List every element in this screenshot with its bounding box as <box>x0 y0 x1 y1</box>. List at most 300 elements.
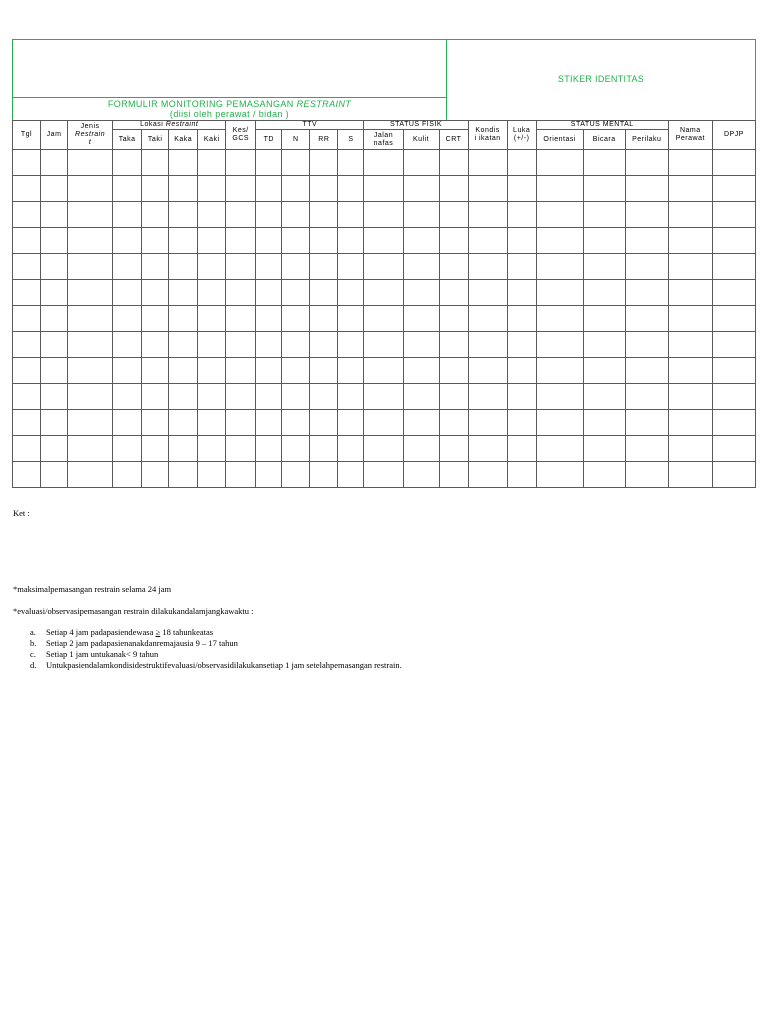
table-row <box>13 358 756 384</box>
table-cell[interactable] <box>282 176 310 202</box>
table-cell[interactable] <box>712 228 755 254</box>
table-cell[interactable] <box>338 384 364 410</box>
table-cell[interactable] <box>403 306 439 332</box>
table-cell[interactable] <box>712 462 755 488</box>
table-cell[interactable] <box>256 358 282 384</box>
table-cell[interactable] <box>198 306 226 332</box>
table-cell[interactable] <box>142 254 169 280</box>
table-cell[interactable] <box>583 436 625 462</box>
table-cell[interactable] <box>142 202 169 228</box>
table-cell[interactable] <box>226 358 256 384</box>
table-cell[interactable] <box>198 228 226 254</box>
table-cell[interactable] <box>625 384 668 410</box>
table-cell[interactable] <box>712 384 755 410</box>
table-cell[interactable] <box>256 150 282 176</box>
table-cell[interactable] <box>310 462 338 488</box>
table-cell[interactable] <box>226 306 256 332</box>
table-cell[interactable] <box>625 254 668 280</box>
table-cell[interactable] <box>282 254 310 280</box>
table-cell[interactable] <box>169 176 198 202</box>
table-cell[interactable] <box>364 280 403 306</box>
table-cell[interactable] <box>625 280 668 306</box>
table-cell[interactable] <box>403 202 439 228</box>
table-cell[interactable] <box>403 384 439 410</box>
table-cell[interactable] <box>13 254 41 280</box>
table-cell[interactable] <box>468 462 507 488</box>
table-cell[interactable] <box>712 358 755 384</box>
table-cell[interactable] <box>403 228 439 254</box>
table-cell[interactable] <box>68 280 113 306</box>
table-cell[interactable] <box>536 384 583 410</box>
table-cell[interactable] <box>439 410 468 436</box>
table-cell[interactable] <box>583 280 625 306</box>
table-cell[interactable] <box>169 332 198 358</box>
table-cell[interactable] <box>169 306 198 332</box>
table-cell[interactable] <box>113 462 142 488</box>
table-cell[interactable] <box>625 436 668 462</box>
table-cell[interactable] <box>364 410 403 436</box>
table-cell[interactable] <box>282 306 310 332</box>
table-cell[interactable] <box>41 384 68 410</box>
table-cell[interactable] <box>256 410 282 436</box>
col-kaka: Kaka <box>169 130 198 150</box>
table-cell[interactable] <box>536 176 583 202</box>
table-cell[interactable] <box>41 462 68 488</box>
table-cell[interactable] <box>198 436 226 462</box>
table-cell[interactable] <box>583 306 625 332</box>
table-cell[interactable] <box>256 176 282 202</box>
table-cell[interactable] <box>364 358 403 384</box>
table-cell[interactable] <box>13 384 41 410</box>
table-cell[interactable] <box>403 462 439 488</box>
table-cell[interactable] <box>226 202 256 228</box>
table-cell[interactable] <box>536 202 583 228</box>
table-cell[interactable] <box>338 176 364 202</box>
table-cell[interactable] <box>536 150 583 176</box>
table-cell[interactable] <box>439 332 468 358</box>
table-cell[interactable] <box>256 228 282 254</box>
table-cell[interactable] <box>507 254 536 280</box>
table-cell[interactable] <box>364 228 403 254</box>
table-cell[interactable] <box>113 358 142 384</box>
table-cell[interactable] <box>13 176 41 202</box>
table-cell[interactable] <box>226 254 256 280</box>
table-cell[interactable] <box>583 150 625 176</box>
table-cell[interactable] <box>13 202 41 228</box>
table-cell[interactable] <box>198 202 226 228</box>
table-cell[interactable] <box>439 436 468 462</box>
table-cell[interactable] <box>583 228 625 254</box>
table-cell[interactable] <box>13 306 41 332</box>
table-cell[interactable] <box>536 332 583 358</box>
table-cell[interactable] <box>310 384 338 410</box>
table-cell[interactable] <box>338 254 364 280</box>
table-cell[interactable] <box>468 384 507 410</box>
table-cell[interactable] <box>338 306 364 332</box>
table-cell[interactable] <box>113 436 142 462</box>
table-cell[interactable] <box>142 358 169 384</box>
table-cell[interactable] <box>256 462 282 488</box>
table-cell[interactable] <box>310 150 338 176</box>
table-cell[interactable] <box>668 462 712 488</box>
table-cell[interactable] <box>310 436 338 462</box>
table-cell[interactable] <box>310 202 338 228</box>
table-cell[interactable] <box>68 358 113 384</box>
table-cell[interactable] <box>226 384 256 410</box>
table-cell[interactable] <box>468 202 507 228</box>
table-cell[interactable] <box>536 462 583 488</box>
table-cell[interactable] <box>282 332 310 358</box>
table-cell[interactable] <box>668 202 712 228</box>
table-cell[interactable] <box>198 462 226 488</box>
table-cell[interactable] <box>198 384 226 410</box>
table-cell[interactable] <box>403 254 439 280</box>
table-cell[interactable] <box>41 150 68 176</box>
table-cell[interactable] <box>668 332 712 358</box>
table-cell[interactable] <box>68 462 113 488</box>
table-cell[interactable] <box>310 228 338 254</box>
table-cell[interactable] <box>364 384 403 410</box>
table-cell[interactable] <box>310 332 338 358</box>
table-cell[interactable] <box>507 384 536 410</box>
table-cell[interactable] <box>198 410 226 436</box>
table-cell[interactable] <box>113 306 142 332</box>
table-cell[interactable] <box>468 436 507 462</box>
table-cell[interactable] <box>142 150 169 176</box>
table-cell[interactable] <box>13 228 41 254</box>
table-cell[interactable] <box>625 306 668 332</box>
table-cell[interactable] <box>68 202 113 228</box>
table-cell[interactable] <box>364 176 403 202</box>
table-cell[interactable] <box>226 462 256 488</box>
table-cell[interactable] <box>142 176 169 202</box>
table-cell[interactable] <box>536 254 583 280</box>
table-cell[interactable] <box>507 306 536 332</box>
notes-ket-label: Ket : <box>13 508 30 518</box>
table-cell[interactable] <box>113 202 142 228</box>
table-cell[interactable] <box>625 410 668 436</box>
table-cell[interactable] <box>583 332 625 358</box>
monitoring-table <box>12 120 756 488</box>
table-cell[interactable] <box>68 150 113 176</box>
table-cell[interactable] <box>113 384 142 410</box>
table-cell[interactable] <box>68 306 113 332</box>
table-cell[interactable] <box>625 202 668 228</box>
table-cell[interactable] <box>712 280 755 306</box>
table-cell[interactable] <box>113 410 142 436</box>
table-cell[interactable] <box>712 410 755 436</box>
table-cell[interactable] <box>712 150 755 176</box>
table-cell[interactable] <box>256 254 282 280</box>
table-cell[interactable] <box>439 358 468 384</box>
table-cell[interactable] <box>142 306 169 332</box>
table-cell[interactable] <box>507 280 536 306</box>
table-cell[interactable] <box>13 410 41 436</box>
table-cell[interactable] <box>583 410 625 436</box>
table-cell[interactable] <box>668 254 712 280</box>
col-dpjp: DPJP <box>712 121 755 150</box>
table-cell[interactable] <box>507 358 536 384</box>
table-cell[interactable] <box>113 280 142 306</box>
table-cell[interactable] <box>439 384 468 410</box>
table-cell[interactable] <box>169 358 198 384</box>
table-cell[interactable] <box>226 332 256 358</box>
table-cell[interactable] <box>536 306 583 332</box>
table-cell[interactable] <box>668 410 712 436</box>
table-cell[interactable] <box>668 150 712 176</box>
table-cell[interactable] <box>468 358 507 384</box>
evaluation-list <box>13 627 402 671</box>
table-cell[interactable] <box>310 358 338 384</box>
table-cell[interactable] <box>364 462 403 488</box>
table-cell[interactable] <box>507 410 536 436</box>
table-cell[interactable] <box>198 358 226 384</box>
table-cell[interactable] <box>282 358 310 384</box>
table-cell[interactable] <box>13 358 41 384</box>
table-cell[interactable] <box>256 280 282 306</box>
table-cell[interactable] <box>364 150 403 176</box>
table-cell[interactable] <box>468 306 507 332</box>
table-cell[interactable] <box>198 254 226 280</box>
table-cell[interactable] <box>282 202 310 228</box>
table-cell[interactable] <box>439 462 468 488</box>
table-cell[interactable] <box>13 150 41 176</box>
table-cell[interactable] <box>142 436 169 462</box>
table-cell[interactable] <box>256 306 282 332</box>
table-cell[interactable] <box>668 228 712 254</box>
table-cell[interactable] <box>668 384 712 410</box>
table-cell[interactable] <box>282 228 310 254</box>
table-cell[interactable] <box>468 280 507 306</box>
table-cell[interactable] <box>226 176 256 202</box>
table-cell[interactable] <box>338 202 364 228</box>
table-cell[interactable] <box>68 410 113 436</box>
table-cell[interactable] <box>310 306 338 332</box>
table-cell[interactable] <box>583 176 625 202</box>
table-cell[interactable] <box>169 462 198 488</box>
col-crt: CRT <box>439 130 468 150</box>
table-cell[interactable] <box>583 202 625 228</box>
table-cell[interactable] <box>364 436 403 462</box>
table-cell[interactable] <box>198 176 226 202</box>
table-cell[interactable] <box>338 332 364 358</box>
table-cell[interactable] <box>583 462 625 488</box>
table-cell[interactable] <box>68 254 113 280</box>
table-cell[interactable] <box>282 280 310 306</box>
table-cell[interactable] <box>468 410 507 436</box>
table-cell[interactable] <box>226 280 256 306</box>
table-cell[interactable] <box>338 462 364 488</box>
table-cell[interactable] <box>41 280 68 306</box>
table-cell[interactable] <box>113 254 142 280</box>
table-cell[interactable] <box>282 410 310 436</box>
table-cell[interactable] <box>364 306 403 332</box>
table-cell[interactable] <box>13 436 41 462</box>
table-cell[interactable] <box>712 332 755 358</box>
table-cell[interactable] <box>507 332 536 358</box>
table-cell[interactable] <box>169 410 198 436</box>
table-cell[interactable] <box>41 332 68 358</box>
form-title-text: FORMULIR MONITORING PEMASANGAN RESTRAINT <box>107 99 352 109</box>
table-cell[interactable] <box>169 280 198 306</box>
table-cell[interactable] <box>13 332 41 358</box>
table-cell[interactable] <box>583 254 625 280</box>
col-group-status-mental: STATUS MENTAL <box>536 121 668 130</box>
table-cell[interactable] <box>256 202 282 228</box>
table-cell[interactable] <box>536 358 583 384</box>
table-cell[interactable] <box>536 280 583 306</box>
table-cell[interactable] <box>41 306 68 332</box>
table-row <box>13 306 756 332</box>
table-cell[interactable] <box>668 436 712 462</box>
table-cell[interactable] <box>169 150 198 176</box>
table-cell[interactable] <box>625 358 668 384</box>
table-cell[interactable] <box>536 228 583 254</box>
table-cell[interactable] <box>338 358 364 384</box>
table-cell[interactable] <box>507 202 536 228</box>
table-cell[interactable] <box>536 436 583 462</box>
table-cell[interactable] <box>169 254 198 280</box>
table-cell[interactable] <box>439 202 468 228</box>
table-cell[interactable] <box>583 358 625 384</box>
table-cell[interactable] <box>625 150 668 176</box>
table-cell[interactable] <box>169 228 198 254</box>
table-cell[interactable] <box>68 176 113 202</box>
table-cell[interactable] <box>282 384 310 410</box>
table-cell[interactable] <box>468 228 507 254</box>
table-cell[interactable] <box>668 176 712 202</box>
table-cell[interactable] <box>113 228 142 254</box>
table-cell[interactable] <box>507 150 536 176</box>
table-cell[interactable] <box>282 462 310 488</box>
table-cell[interactable] <box>142 280 169 306</box>
table-cell[interactable] <box>169 384 198 410</box>
table-cell[interactable] <box>226 436 256 462</box>
table-cell[interactable] <box>668 280 712 306</box>
col-kaki: Kaki <box>198 130 226 150</box>
table-cell[interactable] <box>226 150 256 176</box>
table-cell[interactable] <box>142 410 169 436</box>
table-cell[interactable] <box>507 436 536 462</box>
table-cell[interactable] <box>507 228 536 254</box>
table-cell[interactable] <box>468 150 507 176</box>
table-cell[interactable] <box>468 332 507 358</box>
table-cell[interactable] <box>439 228 468 254</box>
table-cell[interactable] <box>338 436 364 462</box>
table-cell[interactable] <box>282 436 310 462</box>
table-cell[interactable] <box>41 254 68 280</box>
table-cell[interactable] <box>41 228 68 254</box>
table-cell[interactable] <box>68 228 113 254</box>
table-cell[interactable] <box>41 436 68 462</box>
table-cell[interactable] <box>310 410 338 436</box>
table-cell[interactable] <box>226 228 256 254</box>
table-cell[interactable] <box>712 306 755 332</box>
table-cell[interactable] <box>198 280 226 306</box>
table-cell[interactable] <box>41 176 68 202</box>
table-cell[interactable] <box>68 384 113 410</box>
table-cell[interactable] <box>310 280 338 306</box>
table-cell[interactable] <box>338 410 364 436</box>
table-cell[interactable] <box>439 150 468 176</box>
table-cell[interactable] <box>226 410 256 436</box>
table-row <box>13 436 756 462</box>
table-cell[interactable] <box>712 202 755 228</box>
table-cell[interactable] <box>68 332 113 358</box>
table-cell[interactable] <box>468 254 507 280</box>
table-cell[interactable] <box>338 228 364 254</box>
table-cell[interactable] <box>439 280 468 306</box>
table-cell[interactable] <box>169 202 198 228</box>
table-cell[interactable] <box>403 150 439 176</box>
table-cell[interactable] <box>403 280 439 306</box>
table-cell[interactable] <box>198 332 226 358</box>
table-cell[interactable] <box>113 150 142 176</box>
table-cell[interactable] <box>282 150 310 176</box>
table-cell[interactable] <box>625 332 668 358</box>
table-cell[interactable] <box>142 332 169 358</box>
table-cell[interactable] <box>668 358 712 384</box>
table-cell[interactable] <box>403 358 439 384</box>
table-cell[interactable] <box>13 280 41 306</box>
table-cell[interactable] <box>403 436 439 462</box>
table-cell[interactable] <box>712 436 755 462</box>
table-cell[interactable] <box>113 332 142 358</box>
table-cell[interactable] <box>439 306 468 332</box>
table-cell[interactable] <box>712 254 755 280</box>
table-cell[interactable] <box>583 384 625 410</box>
table-cell[interactable] <box>439 254 468 280</box>
col-jenis-restraint: Jenis Restrain t <box>68 121 113 150</box>
table-cell[interactable] <box>364 202 403 228</box>
table-cell[interactable] <box>256 332 282 358</box>
table-cell[interactable] <box>403 410 439 436</box>
col-orientasi: Orientasi <box>536 130 583 150</box>
table-cell[interactable] <box>41 410 68 436</box>
table-cell[interactable] <box>41 202 68 228</box>
table-cell[interactable] <box>41 358 68 384</box>
table-cell[interactable] <box>142 462 169 488</box>
table-cell[interactable] <box>113 176 142 202</box>
table-cell[interactable] <box>403 176 439 202</box>
table-cell[interactable] <box>256 436 282 462</box>
table-cell[interactable] <box>625 228 668 254</box>
table-cell[interactable] <box>712 176 755 202</box>
table-cell[interactable] <box>310 176 338 202</box>
table-cell[interactable] <box>364 254 403 280</box>
table-cell[interactable] <box>364 332 403 358</box>
table-cell[interactable] <box>169 436 198 462</box>
table-cell[interactable] <box>439 176 468 202</box>
table-cell[interactable] <box>403 332 439 358</box>
table-cell[interactable] <box>625 462 668 488</box>
table-cell[interactable] <box>625 176 668 202</box>
table-cell[interactable] <box>338 280 364 306</box>
table-cell[interactable] <box>507 462 536 488</box>
table-cell[interactable] <box>142 384 169 410</box>
table-cell[interactable] <box>256 384 282 410</box>
table-cell[interactable] <box>468 176 507 202</box>
table-cell[interactable] <box>536 410 583 436</box>
table-cell[interactable] <box>198 150 226 176</box>
table-cell[interactable] <box>338 150 364 176</box>
table-cell[interactable] <box>507 176 536 202</box>
table-cell[interactable] <box>13 462 41 488</box>
table-cell[interactable] <box>668 306 712 332</box>
table-cell[interactable] <box>68 436 113 462</box>
table-cell[interactable] <box>142 228 169 254</box>
table-cell[interactable] <box>310 254 338 280</box>
